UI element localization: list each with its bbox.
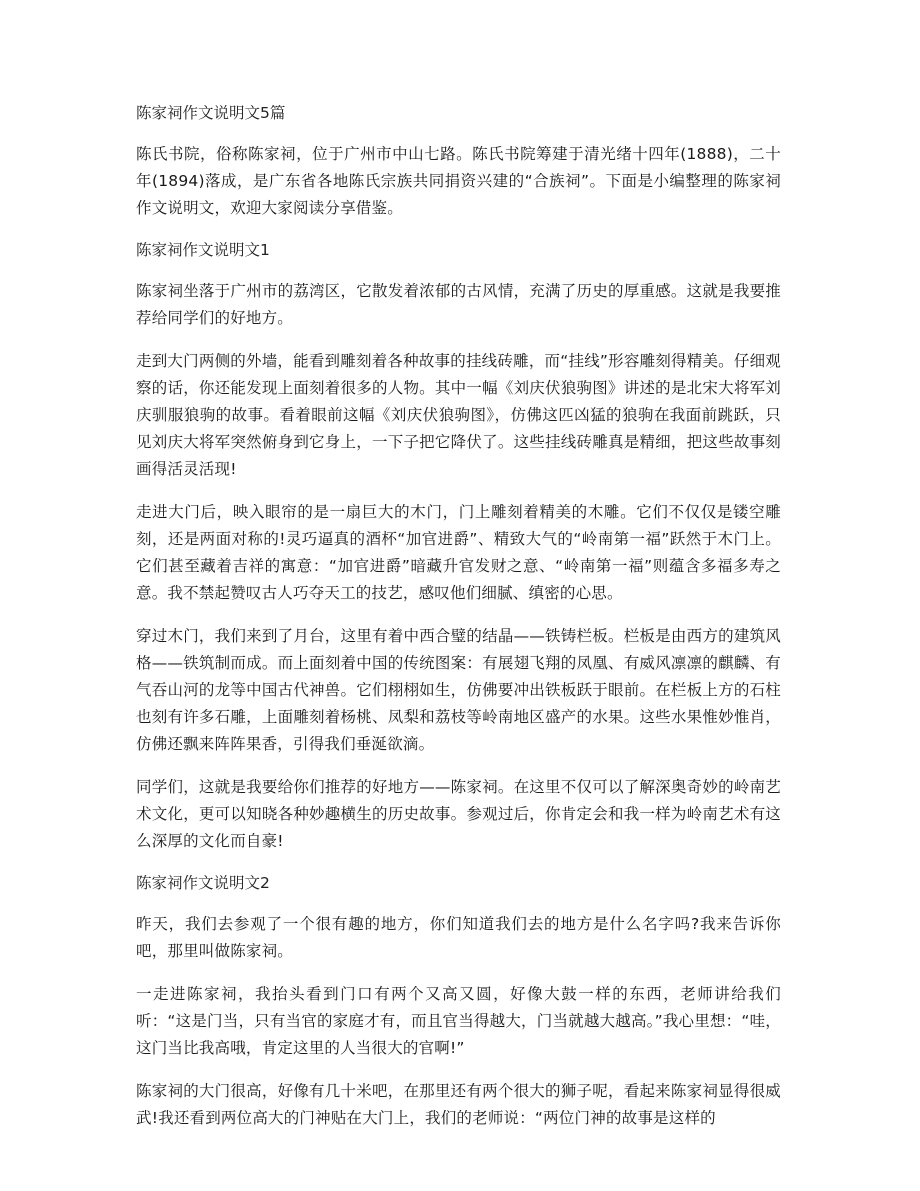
document-page <box>136 101 781 1148</box>
intro-paragraph: 陈氏书院，俗称陈家祠，位于广州市中山七路。陈氏书院筹建于清光绪十四年(1888)，二十年(1894)落成，是广东省各地陈氏宗族共同捐资兴建的“合族祠”。下面是小编整理的陈家祠作文说明文，欢迎大家阅读分享借鉴。 <box>136 145 781 217</box>
body-paragraph: 一走进陈家祠，我抬头看到门口有两个又高又圆，好像大鼓一样的东西，老师讲给我们听：“这是门当，只有当官的家庭才有，而且官当得越大，门当就越大越高。”我心里想：“哇，这门当比我高哦，肯定这里的人当很大的官啊!” <box>136 985 781 1057</box>
body-paragraph: 走进大门后，映入眼帘的是一扇巨大的木门，门上雕刻着精美的木雕。它们不仅仅是镂空雕刻，还是两面对称的!灵巧逼真的酒杯“加官进爵”、精致大气的“岭南第一福”跃然于木门上。它们甚至藏着吉祥的寓意：“加官进爵”暗藏升官发财之意、“岭南第一福”则蕴含多福多寿之意。我不禁起赞叹古人巧夺天工的技艺，感叹他们细腻、缜密的心思。 <box>136 503 781 602</box>
document-title: 陈家祠作文说明文5篇 <box>136 104 286 122</box>
body-paragraph: 昨天，我们去参观了一个很有趣的地方，你们知道我们去的地方是什么名字吗?我来告诉你吧，那里叫做陈家祠。 <box>136 915 781 960</box>
section-heading: 陈家祠作文说明文2 <box>136 874 270 892</box>
body-paragraph: 陈家祠的大门很高，好像有几十米吧，在那里还有两个很大的狮子呢，看起来陈家祠显得很威武!我还看到两位高大的门神贴在大门上，我们的老师说：“两位门神的故事是这样的 <box>136 1082 781 1127</box>
section-1 <box>136 238 781 855</box>
body-paragraph: 穿过木门，我们来到了月台，这里有着中西合璧的结晶——铁铸栏板。栏板是由西方的建筑风格——铁筑制而成。而上面刻着中国的传统图案：有展翅飞翔的凤凰、有威风凛凛的麒麟、有气吞山河的龙等中国古代神兽。它们栩栩如生，仿佛要冲出铁板跃于眼前。在栏板上方的石柱也刻有许多石雕，上面雕刻着杨桃、凤梨和荔枝等岭南地区盛产的水果。这些水果惟妙惟肖，仿佛还飘来阵阵果香，引得我们垂涎欲滴。 <box>136 627 781 753</box>
section-2 <box>136 871 781 1132</box>
body-paragraph: 走到大门两侧的外墙，能看到雕刻着各种故事的挂线砖雕，而“挂线”形容雕刻得精美。仔细观察的话，你还能发现上面刻着很多的人物。其中一幅《刘庆伏狼驹图》讲述的是北宋大将军刘庆驯服狼驹的故事。看着眼前这幅《刘庆伏狼驹图》，仿佛这匹凶猛的狼驹在我面前跳跃，只见刘庆大将军突然俯身到它身上，一下子把它降伏了。这些挂线砖雕真是精细，把这些故事刻画得活灵活现! <box>136 352 781 478</box>
body-paragraph: 同学们，这就是我要给你们推荐的好地方——陈家祠。在这里不仅可以了解深奥奇妙的岭南艺术文化，更可以知晓各种妙趣横生的历史故事。参观过后，你肯定会和我一样为岭南艺术有这么深厚的文化而自豪! <box>136 778 781 850</box>
section-heading: 陈家祠作文说明文1 <box>136 241 270 259</box>
body-paragraph: 陈家祠坐落于广州市的荔湾区，它散发着浓郁的古风情，充满了历史的厚重感。这就是我要推荐给同学们的好地方。 <box>136 282 781 327</box>
